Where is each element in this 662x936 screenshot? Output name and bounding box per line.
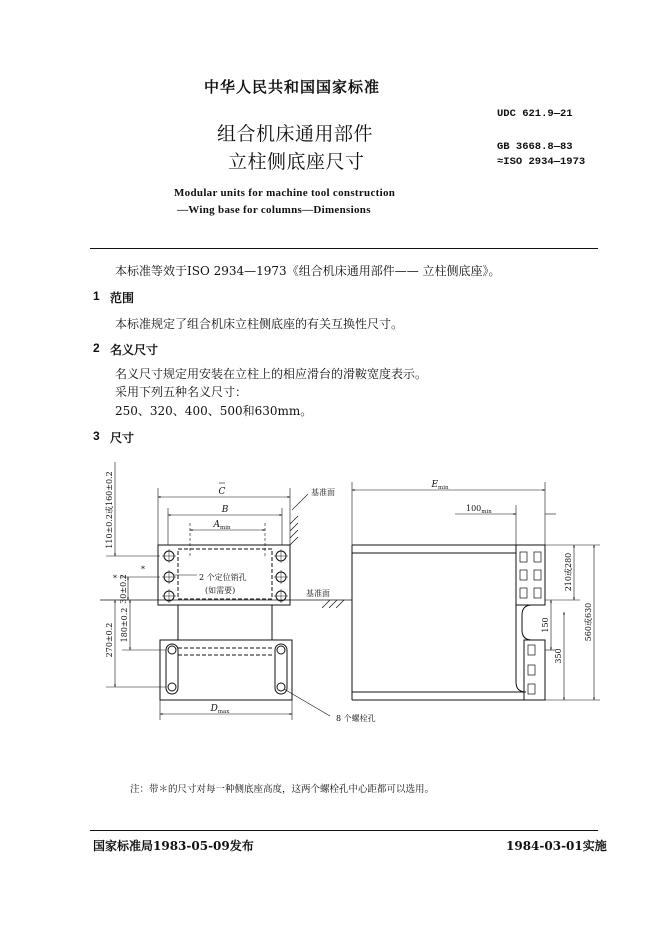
section-2-text-2: 采用下列五种名义尺寸： — [115, 385, 248, 399]
title-line-2: 立柱侧底座尺寸 — [228, 151, 365, 173]
label-dim-560: 560或630 — [584, 602, 593, 642]
label-dim-270: 270±0.2 — [105, 622, 114, 658]
label-pin-holes-note: (如需要) — [205, 586, 236, 595]
label-d-max — [210, 704, 231, 715]
bottom-rule — [90, 830, 598, 831]
section-1-number: 1 — [93, 289, 100, 303]
label-pin-holes: 2 个定位销孔 — [199, 573, 247, 582]
label-a-sub: min — [219, 525, 231, 531]
bolt-hole-leader — [284, 689, 330, 716]
label-dim-350: 350 — [554, 648, 563, 664]
datum-line-mid — [100, 600, 352, 608]
label-d-sub: max — [217, 709, 230, 715]
intro-text: 本标准等效于ISO 2934—1973《组合机床通用部件—— 立柱侧底座》。 — [115, 264, 501, 278]
label-100: 100 — [466, 504, 482, 513]
label-star-2: * — [141, 565, 145, 574]
udc-code: UDC 621.9—21 — [497, 108, 573, 120]
label-star-1: * — [113, 574, 117, 583]
label-a-min — [212, 520, 230, 531]
section-2-number: 2 — [93, 341, 100, 355]
label-e-min — [430, 480, 449, 491]
iso-code: ≈ISO 2934—1973 — [497, 156, 586, 168]
datum-hatch-top — [290, 494, 308, 545]
label-datum-top: 基准面 — [311, 488, 335, 497]
english-title-2: —Wing base for columns—Dimensions — [177, 204, 371, 216]
section-1-text: 本标准规定了组合机床立柱侧底座的有关互换性尺寸。 — [115, 317, 404, 331]
label-b: B — [221, 505, 229, 515]
national-standard-heading: 中华人民共和国国家标准 — [204, 78, 381, 96]
lower-plate — [160, 640, 292, 700]
label-dim-180: 180±0.2 — [120, 607, 129, 643]
dimension-drawing — [80, 440, 620, 740]
label-datum-mid: 基准面 — [306, 589, 330, 598]
section-3-number: 3 — [93, 429, 100, 443]
label-bolt-holes: 8 个螺栓孔 — [336, 714, 376, 723]
gb-code: GB 3668.8—83 — [497, 141, 573, 153]
label-a: A — [213, 520, 220, 530]
label-100-min — [466, 504, 492, 515]
label-e-sub: min — [438, 485, 449, 491]
label-100-sub: min — [481, 509, 492, 515]
implemented-date: 1984-03-01实施 — [506, 839, 607, 853]
label-dim-150: 150 — [541, 617, 550, 633]
section-2-text-3: 250、320、400、500和630mm。 — [115, 404, 313, 418]
drawing-note: 注：带＊的尺寸对每一种侧底座高度，这两个螺栓孔中心距都可以选用。 — [130, 784, 435, 795]
label-dim-210: 210或280 — [564, 552, 573, 592]
label-c: C — [218, 487, 226, 497]
label-dim-110: 110±0.2或160±0.2 — [105, 471, 114, 549]
english-title-1: Modular units for machine tool construction — [174, 187, 396, 199]
title-line-1: 组合机床通用部件 — [217, 123, 374, 145]
section-3-title: 尺寸 — [110, 431, 135, 445]
connecting-column — [178, 605, 272, 640]
label-dim-30: 30±0.2 — [119, 574, 128, 604]
issued-date: 国家标准局1983-05-09发布 — [93, 839, 254, 853]
section-2-title: 名义尺寸 — [110, 343, 159, 357]
label-d: D — [210, 704, 218, 714]
label-e: E — [431, 480, 439, 490]
section-1-title: 范围 — [110, 291, 135, 305]
section-2-text-1: 名义尺寸规定用安装在立柱上的相应滑台的滑鞍宽度表示。 — [115, 367, 428, 381]
side-view-body — [352, 545, 545, 700]
top-rule — [90, 248, 598, 249]
